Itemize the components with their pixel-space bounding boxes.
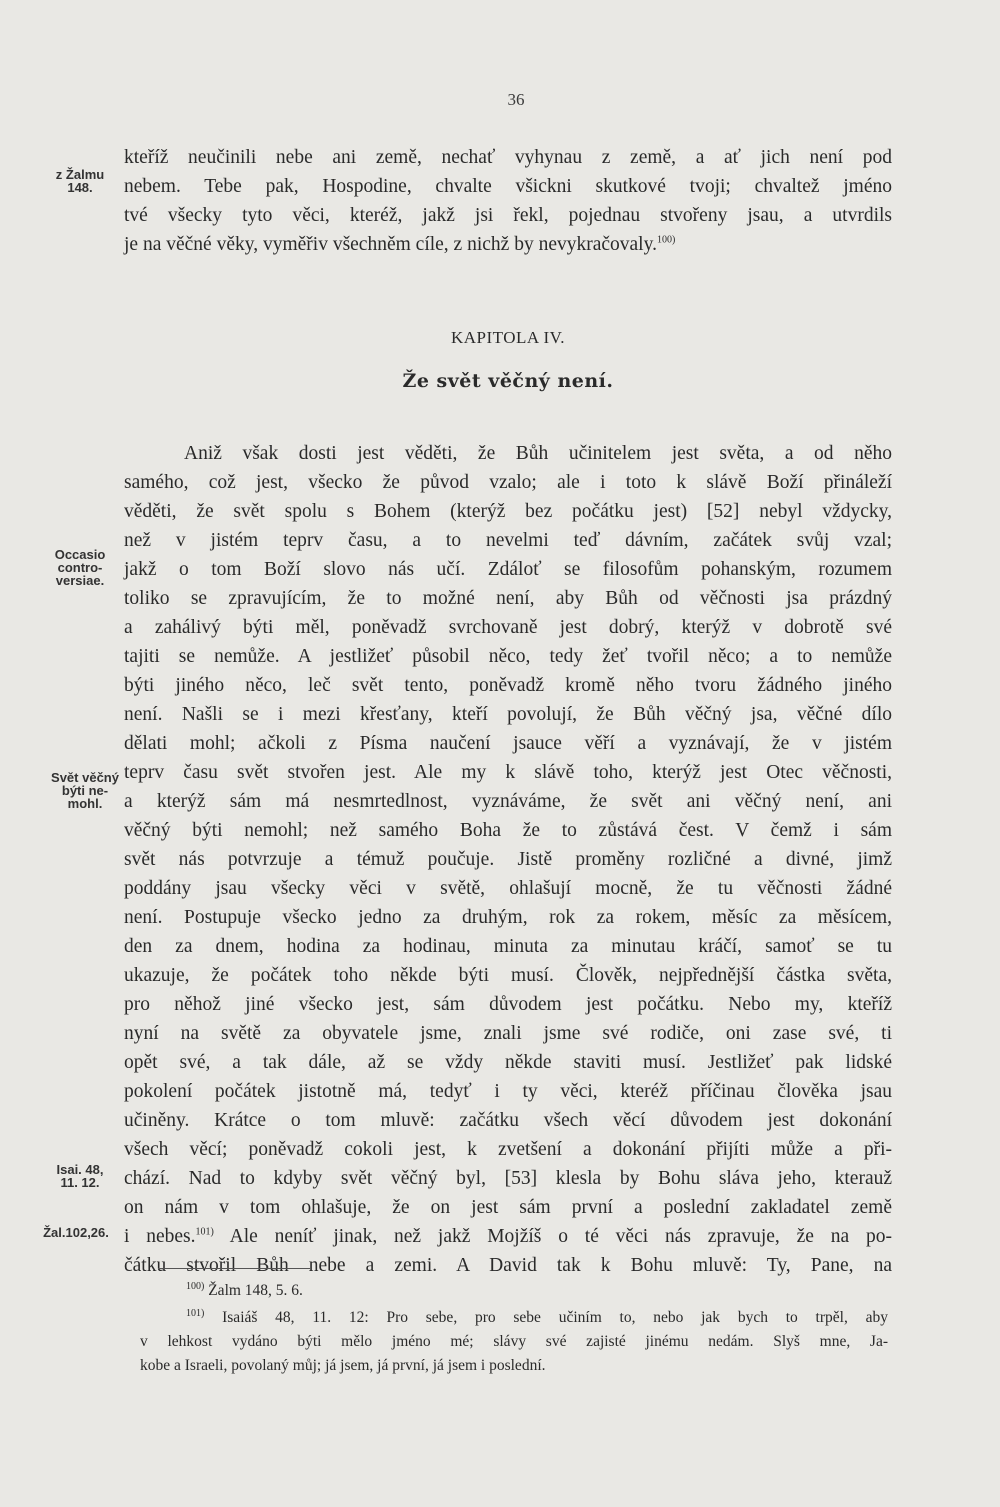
margin-note-line: 148.: [67, 180, 93, 195]
text-line: Aniž však dosti jest věděti, že Bůh učinitelem jest světa, a od něho: [184, 443, 892, 464]
text-line: [124, 230, 892, 260]
footnote-mark: 100): [186, 1280, 205, 1292]
text-line: není. Našli se i mezi křesťany, kteří povolují, že Bůh věčný jsa, věčné dílo: [124, 704, 892, 725]
text-line: tajiti se nemůže. A jestližeť působil něco, tedy žeť tvořil něco; a to nemůže: [124, 646, 892, 667]
margin-note-line: Žal.102,26.: [43, 1225, 109, 1240]
text-line: toliko se zpravujícím, že to možné není, aby Bůh od věčnosti jsa prázdný: [124, 588, 892, 609]
text-line: věčný býti nemohl; než samého Boha že to zůstává čest. V čemž i sám: [124, 820, 892, 841]
text-line: opět své, a tak dále, až se vždy někde staviti musí. Jestližeť pak lidské: [124, 1052, 892, 1073]
margin-note-line: contro-: [57, 560, 103, 575]
text-line: všech věcí; poněvadž cokoli jest, k zvetšení a dokonání přijíti může a při-: [124, 1139, 892, 1160]
text-line: jakž o tom Boží slovo nás učí. Zdáloť se filosofům pohanským, rozumem: [124, 559, 892, 580]
margin-note-line: mohl.: [67, 796, 103, 811]
margin-note-line: 11. 12.: [60, 1175, 100, 1190]
margin-note-isai: [35, 1163, 125, 1189]
text-line: ukazuje, že počátek toho někde býti musí. Člověk, nejpřednější částka světa,: [124, 965, 892, 986]
text-line: a kterýž sám má nesmrtedlnost, vyznáváme, že svět ani věčný není, ani: [124, 791, 892, 812]
text-line: pro něhož jiné všecko jest, sám důvodem jest počátku. Nebo my, kteříž: [124, 994, 892, 1015]
margin-note-line: Isai. 48,: [56, 1162, 104, 1177]
footnote-line: kobe a Israeli, povolaný můj; já jsem, já první, já jsem i poslední.: [140, 1357, 546, 1374]
text-line: než v jistém teprv času, a to nevelmi teď dávním, začátek svůj vzal;: [124, 530, 892, 551]
footnote-100: [186, 1279, 888, 1303]
margin-note-psalm: [35, 168, 125, 194]
margin-note-svet: [40, 771, 130, 810]
page-number: 36: [507, 90, 525, 109]
text-line: věděti, že svět spolu s Bohem (kterýž bez počátku jest) [52] nebyl vždycky,: [124, 501, 892, 522]
text-line: samého, což jest, všecko že původ vzalo; ale i toto k slávě Boží přináleží: [124, 472, 892, 493]
footnote-text: Žalm 148, 5. 6.: [204, 1282, 303, 1299]
footnote-divider: [158, 1268, 310, 1269]
margin-note-line: Occasio: [54, 547, 106, 562]
footnote-line: v lehkost vydáno býti mělo jméno mé; slávy své zajisté jinému nedám. Slyš mne, Ja-: [140, 1333, 888, 1350]
text-line: svět nás potvrzuje a témuž poučuje. Jistě proměny rozličné a divné, jimž: [124, 849, 892, 870]
footnote-ref-101: 101): [195, 1226, 214, 1238]
text-line: on nám v tom ohlašuje, že on jest sám první a poslední zakladatel země: [124, 1197, 892, 1218]
text-line: tvé všecky tyto věci, kteréž, jakž jsi řekl, pojednau stvořeny jsau, a utvrdils: [124, 205, 892, 226]
text-line: dělati mohl; ačkoli z Písma naučení jsauce věří a vyznávají, že v jistém: [124, 733, 892, 754]
text-line: poddány jsau všecky věci v světě, ohlašují mocně, že tu věčnosti žádné: [124, 878, 892, 899]
text-line: pokolení počátek jistotně má, tedyť i ty věci, kteréž příčinau člověka jsau: [124, 1081, 892, 1102]
footnote-101: [186, 1306, 888, 1330]
chapter-number: KAPITOLA IV.: [451, 328, 565, 347]
text-line: nebem. Tebe pak, Hospodine, chvalte všickni skutkové tvoji; chvaltež jméno: [124, 176, 892, 197]
text-line-content: Ale neníť jinak, než jakž Mojžíš o té věci nás zpravuje, že na po-: [213, 1226, 892, 1247]
chapter-heading: Že svět věčný není.: [402, 370, 614, 392]
margin-note-zalm: [26, 1226, 126, 1239]
text-line: a zahálivý býti měl, poněvadž svrchovaně jest dobrý, kterýž v dobrotě své: [124, 617, 892, 638]
text-line: [124, 1222, 892, 1252]
footnote-text: Isaiáš 48, 11. 12: Pro sebe, pro sebe učiním to, nebo jak bych to trpěl, aby: [204, 1309, 888, 1326]
margin-note-occasio: [35, 548, 125, 587]
footnote-ref-100: 100): [656, 234, 676, 246]
text-line: čátku stvořil Bůh nebe a zemi. A David tak k Bohu mluvě: Ty, Pane, na: [124, 1255, 892, 1276]
text-line: chází. Nad to kdyby svět věčný byl, [53] klesla by Bohu sláva jeho, kterauž: [124, 1168, 892, 1189]
text-line: učiněny. Krátce o tom mluvě: začátku všech věcí důvodem jest dokonání: [124, 1110, 892, 1131]
margin-note-line: versiae.: [55, 573, 105, 588]
text-line: kteříž neučinili nebe ani země, nechať vyhynau z země, a ať jich není pod: [124, 147, 892, 168]
margin-note-line: Svět věčný: [51, 770, 119, 785]
text-line-content: i nebes.: [124, 1226, 196, 1247]
text-line: nyní na světě za obyvatele jsme, znali jsme své rodiče, oni zase své, ti: [124, 1023, 892, 1044]
text-line: den za dnem, hodina za hodinau, minuta za minutau kráčí, samoť se tu: [124, 936, 892, 957]
text-line: býti jiného něco, leč svět tento, poněvadž kromě něho tvoru žádného jiného: [124, 675, 892, 696]
text-line: teprv času svět stvořen jest. Ale my k slávě toho, kterýž jest Otec věčnosti,: [124, 762, 892, 783]
footnote-mark: 101): [186, 1307, 205, 1319]
margin-note-line: z Žalmu: [55, 167, 105, 182]
margin-note-line: býti ne-: [61, 783, 109, 798]
text-line-content: je na věčné věky, vyměřiv všechněm cíle, z nichž by nevykračovaly.: [124, 234, 657, 255]
text-line: není. Postupuje všecko jedno za druhým, rok za rokem, měsíc za měsícem,: [124, 907, 892, 928]
